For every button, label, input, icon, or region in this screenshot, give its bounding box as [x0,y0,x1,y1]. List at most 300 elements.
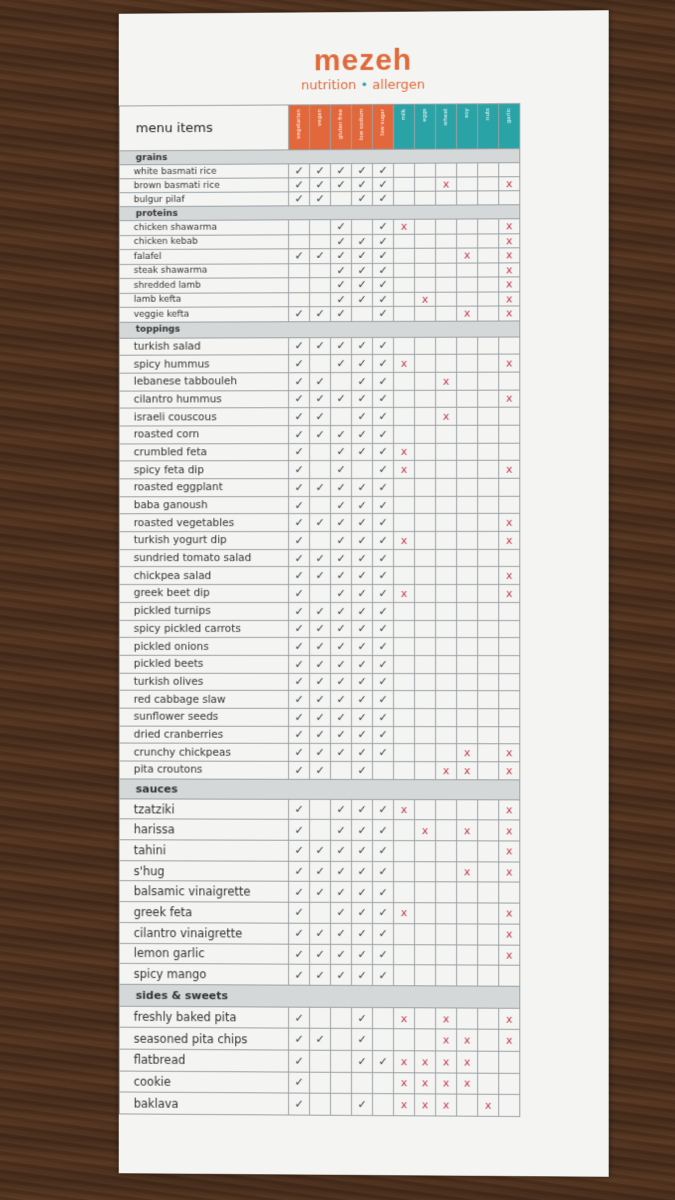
empty-cell [310,820,331,841]
empty-cell [415,191,436,205]
empty-cell [457,461,478,479]
empty-cell [394,163,415,177]
empty-cell [457,1008,478,1030]
contains-icon: x [499,820,520,841]
empty-cell [310,220,331,235]
check-icon: ✓ [372,923,393,944]
table-row [119,248,520,264]
item-name: dried cranberries [119,726,288,744]
section-label: grains [119,149,520,165]
check-icon: ✓ [289,567,310,585]
empty-cell [352,219,373,234]
check-icon: ✓ [372,532,393,550]
check-icon: ✓ [372,882,393,903]
empty-cell [436,841,457,862]
empty-cell [310,1093,331,1115]
empty-cell [310,443,331,461]
section-label: proteins [119,205,520,221]
check-icon: ✓ [372,1051,393,1073]
check-icon: ✓ [289,944,310,965]
table-row [119,531,520,549]
item-name: spicy feta dip [119,461,288,479]
table-title: menu items [119,105,288,151]
empty-cell [415,602,436,620]
check-icon: ✓ [289,443,310,461]
check-icon: ✓ [331,691,352,709]
check-icon: ✓ [289,355,310,373]
item-name: greek beet dip [119,585,288,603]
check-icon: ✓ [352,903,373,924]
empty-cell [478,277,499,292]
empty-cell [457,726,478,744]
check-icon: ✓ [331,882,352,903]
check-icon: ✓ [352,163,373,177]
empty-cell [457,292,478,307]
empty-cell [415,799,436,820]
check-icon: ✓ [331,425,352,443]
column-header [352,104,373,149]
check-icon: ✓ [331,390,352,408]
empty-cell [478,425,499,443]
check-icon: ✓ [310,372,331,390]
contains-icon: x [499,744,520,762]
empty-cell [415,673,436,691]
check-icon: ✓ [331,307,352,322]
empty-cell [415,425,436,443]
empty-cell [415,219,436,234]
empty-cell [415,177,436,191]
empty-cell [331,1050,352,1072]
item-name: greek feta [119,902,288,923]
check-icon: ✓ [310,390,331,408]
empty-cell [394,965,415,986]
empty-cell [478,602,499,620]
empty-cell [478,1073,499,1095]
table-row [119,1028,520,1052]
empty-cell [499,191,520,205]
check-icon: ✓ [289,192,310,206]
empty-cell [415,861,436,882]
check-icon: ✓ [289,373,310,391]
empty-cell [436,425,457,443]
empty-cell [478,655,499,673]
table-row [119,496,520,514]
empty-cell [478,1051,499,1073]
contains-icon: x [436,1094,457,1116]
empty-cell [394,337,415,355]
column-header-label: eggs [422,108,429,122]
empty-cell [394,944,415,965]
empty-cell [372,1072,393,1094]
check-icon: ✓ [372,496,393,514]
empty-cell [415,1008,436,1030]
empty-cell [415,277,436,292]
check-icon: ✓ [352,820,373,841]
empty-cell [394,292,415,307]
check-icon: ✓ [372,708,393,726]
contains-icon: x [415,1072,436,1094]
empty-cell [415,443,436,461]
table-row [119,708,520,726]
empty-cell [478,372,499,390]
column-header-label: nuts [485,108,492,121]
empty-cell [436,461,457,479]
check-icon: ✓ [331,278,352,293]
column-header-label: gluten free [338,109,345,140]
empty-cell [457,354,478,372]
empty-cell [415,965,436,986]
item-name: pickled beets [119,655,288,673]
check-icon: ✓ [372,461,393,479]
item-name: spicy hummus [119,355,288,373]
empty-cell [436,531,457,549]
empty-cell [310,799,331,820]
empty-cell [436,882,457,903]
empty-cell [436,306,457,321]
item-name: israeli couscous [119,408,288,426]
empty-cell [457,263,478,278]
empty-cell [436,744,457,762]
empty-cell [499,726,520,744]
empty-cell [415,163,436,177]
check-icon: ✓ [372,514,393,532]
check-icon: ✓ [289,744,310,762]
empty-cell [478,799,499,820]
empty-cell [478,726,499,744]
empty-cell [436,620,457,638]
check-icon: ✓ [310,691,331,709]
empty-cell [352,1072,373,1094]
empty-cell [436,443,457,461]
column-header-label: vegetarian [296,109,303,140]
section-row [119,984,520,1008]
check-icon: ✓ [352,1007,373,1029]
check-icon: ✓ [352,841,373,862]
table-row [119,425,520,443]
empty-cell [436,337,457,355]
empty-cell [457,514,478,532]
check-icon: ✓ [310,638,331,656]
check-icon: ✓ [352,263,373,278]
contains-icon: x [457,1051,478,1073]
empty-cell [478,443,499,461]
empty-cell [457,567,478,585]
contains-icon: x [436,762,457,780]
empty-cell [457,655,478,673]
empty-cell [436,390,457,408]
table-row [119,799,520,821]
empty-cell [457,620,478,638]
empty-cell [394,549,415,567]
empty-cell [415,762,436,780]
empty-cell [372,1094,393,1116]
check-icon: ✓ [352,337,373,355]
contains-icon: x [499,1008,520,1030]
check-icon: ✓ [331,292,352,307]
empty-cell [436,163,457,177]
contains-icon: x [394,443,415,461]
check-icon: ✓ [352,532,373,550]
table-row [119,354,520,373]
empty-cell [457,372,478,390]
check-icon: ✓ [310,708,331,726]
empty-cell [415,882,436,903]
check-icon: ✓ [372,306,393,321]
check-icon: ✓ [310,840,331,861]
item-name: baklava [119,1092,288,1115]
check-icon: ✓ [372,691,393,709]
item-name: lebanese tabbouleh [119,373,288,391]
item-name: freshly baked pita [119,1006,288,1028]
contains-icon: x [394,355,415,373]
empty-cell [499,965,520,986]
empty-cell [436,673,457,691]
check-icon: ✓ [331,923,352,944]
check-icon: ✓ [331,532,352,550]
table-row [119,726,520,744]
check-icon: ✓ [352,1029,373,1051]
empty-cell [415,354,436,372]
check-icon: ✓ [310,164,331,178]
item-name: chicken shawarma [119,220,288,235]
item-name: tzatziki [119,799,288,820]
check-icon: ✓ [372,372,393,390]
empty-cell [436,903,457,924]
check-icon: ✓ [372,443,393,461]
check-icon: ✓ [331,965,352,986]
contains-icon: x [457,248,478,263]
empty-cell [478,924,499,945]
empty-cell [415,408,436,426]
empty-cell [478,567,499,585]
empty-cell [415,903,436,924]
empty-cell [331,408,352,426]
check-icon: ✓ [289,1029,310,1051]
empty-cell [310,461,331,479]
contains-icon: x [499,354,520,372]
table-row [119,1092,520,1116]
contains-icon: x [499,291,520,306]
empty-cell [415,461,436,479]
empty-cell [394,514,415,532]
item-name: spicy pickled carrots [119,620,288,638]
empty-cell [394,861,415,882]
check-icon: ✓ [310,673,331,691]
check-icon: ✓ [310,655,331,673]
empty-cell [457,496,478,514]
check-icon: ✓ [289,673,310,691]
empty-cell [478,673,499,691]
empty-cell [478,461,499,479]
empty-cell [415,514,436,532]
check-icon: ✓ [352,799,373,820]
check-icon: ✓ [310,408,331,426]
check-icon: ✓ [289,882,310,903]
empty-cell [436,219,457,234]
section-row [119,779,520,800]
empty-cell [478,514,499,532]
empty-cell [436,924,457,945]
check-icon: ✓ [352,390,373,408]
empty-cell [499,496,520,514]
check-icon: ✓ [372,841,393,862]
check-icon: ✓ [352,708,373,726]
contains-icon: x [478,1094,499,1116]
check-icon: ✓ [331,840,352,861]
check-icon: ✓ [289,461,310,479]
empty-cell [499,1051,520,1073]
check-icon: ✓ [289,549,310,567]
check-icon: ✓ [331,263,352,278]
check-icon: ✓ [331,620,352,638]
table-row [119,1049,520,1073]
empty-cell [499,882,520,903]
contains-icon: x [499,306,520,321]
check-icon: ✓ [352,691,373,709]
check-icon: ✓ [310,726,331,744]
check-icon: ✓ [289,585,310,603]
table-row [119,922,520,944]
empty-cell [394,691,415,709]
empty-cell [331,192,352,206]
empty-cell [478,262,499,277]
check-icon: ✓ [352,567,373,585]
empty-cell [310,496,331,514]
column-header [394,104,415,149]
table-row [119,620,520,638]
empty-cell [352,461,373,479]
check-icon: ✓ [352,1094,373,1116]
check-icon: ✓ [310,602,331,620]
table-row [119,443,520,461]
empty-cell [499,1095,520,1117]
check-icon: ✓ [310,307,331,322]
check-icon: ✓ [352,292,373,307]
contains-icon: x [499,903,520,924]
contains-icon: x [394,903,415,924]
check-icon: ✓ [331,820,352,841]
empty-cell [499,709,520,727]
empty-cell [478,638,499,656]
check-icon: ✓ [289,638,310,656]
table-row [119,390,520,409]
table-row [119,1006,520,1030]
empty-cell [478,337,499,355]
check-icon: ✓ [310,178,331,192]
check-icon: ✓ [352,478,373,496]
item-name: pita croutons [119,761,288,779]
empty-cell [436,820,457,841]
check-icon: ✓ [372,726,393,744]
check-icon: ✓ [372,620,393,638]
check-icon: ✓ [331,496,352,514]
empty-cell [415,691,436,709]
table-row [119,277,520,293]
empty-cell [457,638,478,656]
empty-cell [289,292,310,307]
empty-cell [499,425,520,443]
check-icon: ✓ [289,1072,310,1094]
empty-cell [457,191,478,205]
check-icon: ✓ [331,567,352,585]
check-icon: ✓ [372,355,393,373]
contains-icon: x [436,1008,457,1030]
empty-cell [415,585,436,603]
empty-cell [394,372,415,390]
check-icon: ✓ [310,1029,331,1051]
check-icon: ✓ [372,478,393,496]
empty-cell [478,248,499,263]
contains-icon: x [499,461,520,479]
check-icon: ✓ [372,390,393,408]
check-icon: ✓ [352,177,373,191]
empty-cell [499,602,520,620]
check-icon: ✓ [310,944,331,965]
check-icon: ✓ [331,708,352,726]
check-icon: ✓ [372,567,393,585]
check-icon: ✓ [310,549,331,567]
check-icon: ✓ [372,638,393,656]
empty-cell [436,549,457,567]
empty-cell [478,762,499,780]
empty-cell [415,372,436,390]
allergen-card [119,10,609,1177]
empty-cell [436,478,457,496]
check-icon: ✓ [310,761,331,779]
check-icon: ✓ [372,248,393,263]
empty-cell [478,1030,499,1052]
item-name: brown basmati rice [119,178,288,193]
empty-cell [499,620,520,638]
empty-cell [310,292,331,307]
empty-cell [394,620,415,638]
empty-cell [436,861,457,882]
empty-cell [436,354,457,372]
empty-cell [415,263,436,278]
table-row [119,860,520,882]
check-icon: ✓ [331,944,352,965]
check-icon: ✓ [289,799,310,820]
check-icon: ✓ [352,655,373,673]
item-name: sunflower seeds [119,708,288,726]
check-icon: ✓ [289,1007,310,1029]
item-name: shredded lamb [119,278,288,293]
item-name: bulgur pilaf [119,192,288,207]
allergen-table [119,103,521,1117]
empty-cell [457,549,478,567]
check-icon: ✓ [352,408,373,426]
check-icon: ✓ [331,337,352,355]
empty-cell [394,1029,415,1051]
check-icon: ✓ [289,514,310,532]
empty-cell [499,549,520,567]
empty-cell [436,709,457,727]
empty-cell [499,638,520,656]
check-icon: ✓ [289,964,310,985]
check-icon: ✓ [289,178,310,192]
empty-cell [457,277,478,292]
contains-icon: x [499,262,520,277]
check-icon: ✓ [352,744,373,762]
column-header [310,105,331,150]
brand-subtitle-allergen: allergen [372,77,426,93]
contains-icon: x [394,532,415,550]
contains-icon: x [499,841,520,862]
contains-icon: x [436,1029,457,1051]
check-icon: ✓ [372,263,393,278]
check-icon: ✓ [331,799,352,820]
column-header [372,104,393,149]
